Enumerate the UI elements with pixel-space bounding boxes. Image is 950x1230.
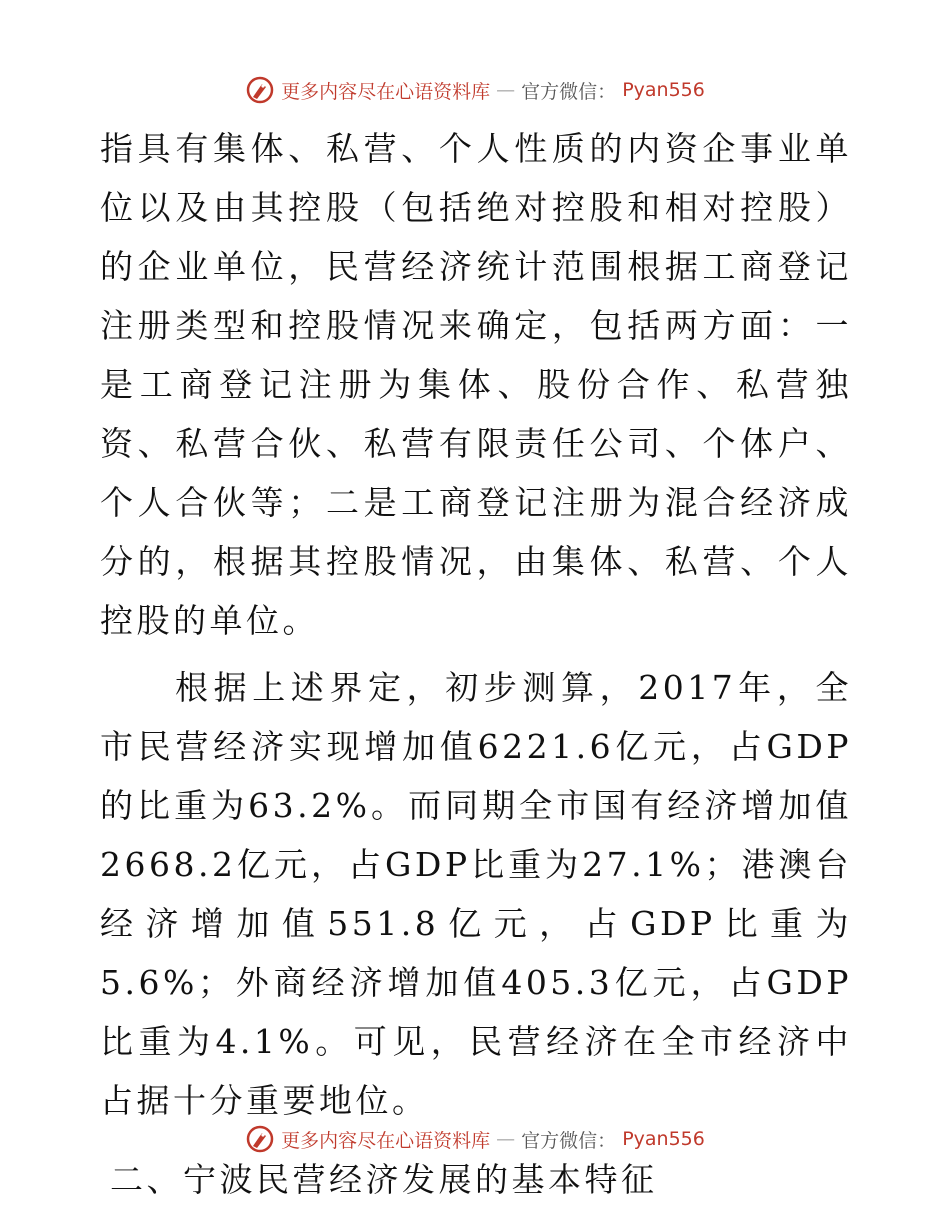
pen-nib-logo-icon <box>245 75 275 105</box>
footer-watermark <box>0 1119 950 1159</box>
section-heading: 二、宁波民营经济发展的基本特征 <box>110 1160 658 1199</box>
document-body <box>100 119 852 1209</box>
watermark-brand-text: 更多内容尽在心语资料库 <box>281 1129 491 1152</box>
paragraph-1: 指具有集体、私营、个人性质的内资企事业单位以及由其控股（包括绝对控股和相对控股）的企业单位，民营经济统计范围根据工商登记注册类型和控股情况来确定，包括两方面：一是工商登记注册为集体、股份合作、私营独资、私营合伙、私营有限责任公司、个体户、个人合伙等；二是工商登记注册为混合经济成分的，根据其控股情况，由集体、私营、个人控股的单位。 <box>100 129 852 640</box>
watermark-dash: — <box>496 1128 516 1150</box>
watermark-handle: Pyan556 <box>622 1128 705 1150</box>
header-watermark <box>0 70 950 110</box>
watermark-wechat-label: 官方微信： <box>521 80 617 103</box>
watermark-wechat-label: 官方微信： <box>521 1129 617 1152</box>
pen-nib-logo-icon <box>245 1124 275 1154</box>
watermark-handle: Pyan556 <box>622 79 705 101</box>
watermark-dash: — <box>496 79 516 101</box>
paragraph-2: 根据上述界定，初步测算，2017年，全市民营经济实现增加值6221.6亿元，占GDP的比重为63.2%。而同期全市国有经济增加值2668.2亿元，占GDP比重为27.1%；港澳台经济增加值551.8亿元，占GDP比重为5.6%；外商经济增加值405.3亿元，占GDP比重为4.1%。可见，民营经济在全市经济中占据十分重要地位。 <box>100 668 852 1120</box>
watermark-brand-text: 更多内容尽在心语资料库 <box>281 80 491 103</box>
